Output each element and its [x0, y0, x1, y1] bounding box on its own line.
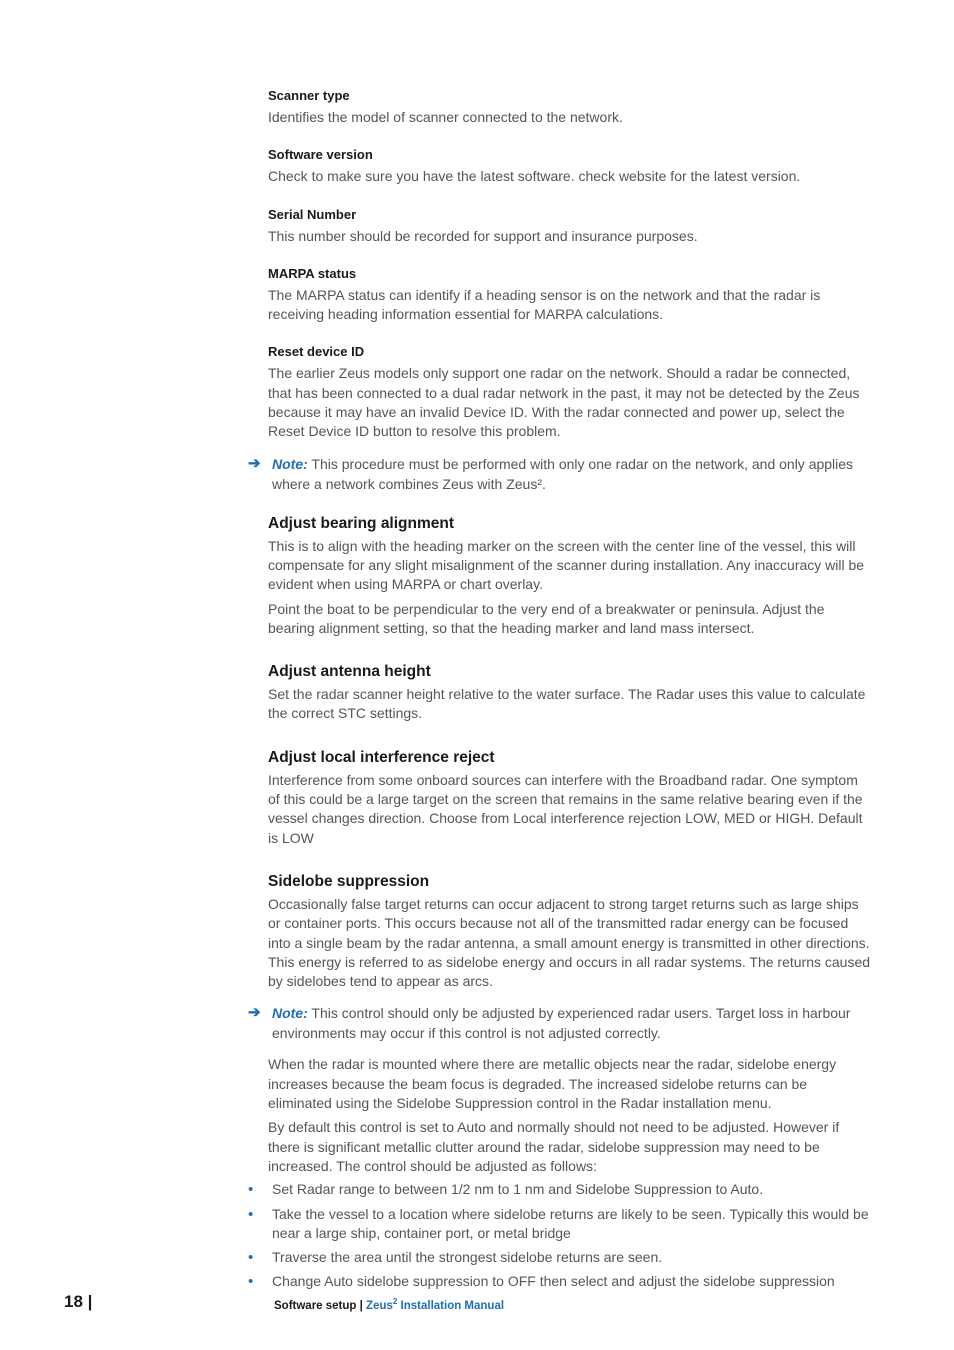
- footer-manual-title: Zeus$^2$ Installation Manual: [366, 1297, 505, 1312]
- item-software-version: [268, 146, 873, 186]
- arrow-right-icon: ➔: [248, 1004, 261, 1022]
- section-sidelobe-suppression: [248, 872, 873, 1292]
- section-heading: Adjust antenna height: [268, 663, 431, 681]
- item-text: The earlier Zeus models only support one radar on the network. Should a radar be connected, that has been connected to a dual radar network in the past, it may not be detected by the Zeus because it may have an invalid Device ID. With the radar connected and power up, select the Reset Device ID button to resolve this problem.: [268, 365, 860, 440]
- section-heading: Adjust local interference reject: [268, 748, 495, 766]
- item-reset-device-id: [268, 343, 873, 441]
- note-callout: [248, 1003, 873, 1043]
- note-text: This control should only be adjusted by experienced radar users. Target loss in harbour environments may occur if this control is not adjusted correctly.: [272, 1005, 851, 1042]
- bullet-dot-icon: •: [248, 1205, 254, 1223]
- section-interference-reject: [268, 748, 873, 848]
- paragraph: Occasionally false target returns can occur adjacent to strong target returns such as large ships or container ports. This occurs because not all of the transmitted radar energy can be focused into a single beam by the radar antenna, a small amount energy is transmitted in other directions. This energy is referred to as sidelobe energy and occurs in all radar systems. The returns caused by sidelobes tend to appear as arcs.: [268, 895, 871, 990]
- item-text: The MARPA status can identify if a heading sensor is on the network and that the radar is receiving heading information essential for MARPA calculations.: [268, 286, 821, 323]
- steps-list: [248, 1180, 873, 1291]
- paragraph: This is to align with the heading marker on the screen with the center line of the vessel, this will compensate for any slight misalignment of the scanner during installation. Any inaccuracy will be evident when using MARPA or chart overlay.: [268, 537, 865, 593]
- section-bearing-alignment: [268, 514, 873, 638]
- item-text: Check to make sure you have the latest software. check website for the latest version.: [268, 168, 801, 185]
- item-title: MARPA status: [268, 265, 357, 281]
- page-footer: [274, 1297, 504, 1312]
- bullet-dot-icon: •: [248, 1181, 254, 1199]
- note-callout: [248, 454, 873, 494]
- section-heading: Adjust bearing alignment: [268, 514, 455, 532]
- bullet-dot-icon: •: [248, 1249, 254, 1267]
- note-label: Note:: [272, 455, 308, 472]
- paragraph: Point the boat to be perpendicular to the very end of a breakwater or peninsula. Adjust the bearing alignment setting, so that the heading marker and land mass intersect.: [268, 600, 825, 636]
- note-text: This procedure must be performed with only one radar on the network, and only applies where a network combines Zeus with Zeus².: [272, 455, 854, 492]
- arrow-right-icon: ➔: [248, 454, 261, 472]
- item-title: Scanner type: [268, 88, 350, 103]
- page-content: [248, 87, 873, 1316]
- item-marpa-status: [268, 265, 873, 325]
- list-item: • Take the vessel to a location where sidelobe returns are likely to be seen. Typically this would be near a large ship, container port, or metal bridge: [248, 1205, 869, 1241]
- item-title: Serial Number: [268, 206, 357, 222]
- bullet-dot-icon: •: [248, 1273, 254, 1291]
- page-number: 18 |: [64, 1292, 93, 1311]
- section-antenna-height: [268, 662, 873, 724]
- item-title: Software version: [268, 147, 373, 163]
- list-item: • Change Auto sidelobe suppression to OFF then select and adjust the sidelobe suppression: [248, 1273, 835, 1291]
- item-scanner-type: [268, 87, 873, 127]
- footer-section: Software setup |: [274, 1299, 367, 1312]
- list-item: • Set Radar range to between 1/2 nm to 1 nm and Sidelobe Suppression to Auto.: [248, 1181, 764, 1199]
- section-heading: Sidelobe suppression: [268, 872, 430, 890]
- paragraph: When the radar is mounted where there are metallic objects near the radar, sidelobe energy increases because the beam focus is degraded. The increased sidelobe returns can be eliminated using the Sidelobe Suppression control in the Radar installation menu.: [268, 1056, 837, 1112]
- item-text: This number should be recorded for support and insurance purposes.: [268, 227, 698, 244]
- paragraph: Interference from some onboard sources can interfere with the Broadband radar. One symptom of this could be a large target on the screen that remains in the same relative bearing even if the vessel changes direction. Choose from Local interference rejection LOW, MED or HIGH. Default is LOW: [268, 771, 863, 846]
- paragraph: Set the radar scanner height relative to the water surface. The Radar uses this value to calculate the correct STC settings.: [268, 686, 866, 722]
- paragraph: By default this control is set to Auto and normally should not need to be adjusted. However if there is significant metallic clutter around the radar, sidelobe suppression may need to be increased. The control should be adjusted as follows:: [268, 1119, 840, 1174]
- note-label: Note:: [272, 1005, 308, 1022]
- list-item: • Traverse the area until the strongest sidelobe returns are seen.: [248, 1249, 663, 1267]
- item-title: Reset device ID: [268, 344, 365, 360]
- item-serial-number: [268, 206, 873, 246]
- item-text: Identifies the model of scanner connected to the network.: [268, 109, 623, 125]
